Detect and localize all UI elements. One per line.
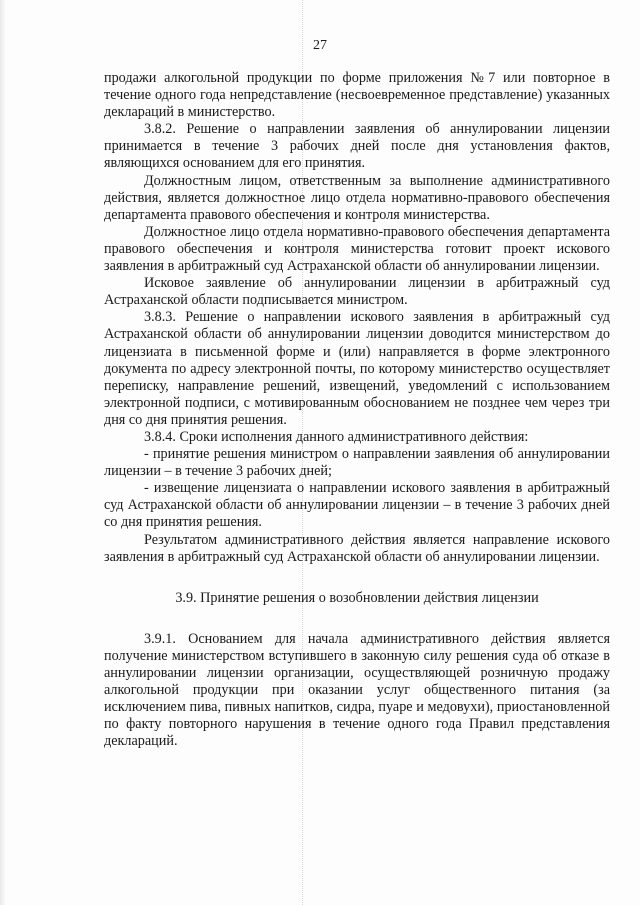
paragraph-result: Результатом административного действия является направление искового заявления в арбитражный суд Астраханской области об аннулировании лицензии.	[104, 531, 610, 565]
paragraph-3-8-2: 3.8.2. Решение о направлении заявления об аннулировании лицензии принимается в течение 3 рабочих дней после дня установления фактов, являющихся основанием для его принятия.	[104, 121, 610, 172]
paragraph-3-8-4: 3.8.4. Сроки исполнения данного административного действия:	[144, 428, 529, 445]
list-item-notification: - извещение лицензиата о направлении искового заявления в арбитражный суд Астраханской области об аннулировании лицензии – в течение 3 рабочих дней со дня принятия решения.	[104, 480, 610, 531]
document-body	[104, 70, 610, 750]
paragraph-continuation: продажи алкогольной продукции по форме приложения №7 или повторное в течение одного года непредставление (несвоевременное представление) указанных деклараций в министерство.	[104, 70, 610, 121]
paragraph-signed-by-minister: Исковое заявление об аннулировании лицензии в арбитражный суд Астраханской области подписывается министром.	[104, 275, 610, 309]
list-item-decision: - принятие решения министром о направлении заявления об аннулировании лицензии – в течение 3 рабочих дней;	[104, 446, 610, 480]
section-heading-3-9: 3.9. Принятие решения о возобновлении действия лицензии	[175, 589, 539, 606]
page-number: 27	[313, 38, 327, 53]
paragraph-responsible-official: Должностным лицом, ответственным за выполнение административного действия, является должностное лицо отдела нормативно-правового обеспечения департамента правового обеспечения и контроля министерства.	[104, 172, 610, 223]
scan-edge	[0, 0, 6, 905]
paragraph-3-9-1: 3.9.1. Основанием для начала административного действия является получение министерством вступившего в законную силу решения суда об отказе в аннулировании лицензии организации, осуществляющей розничную продажу алкогольной продукции при оказании услуг общественного питания (за исключением пива, пивных напитков, сидра, пуаре и медовухи), приостановленной по факту повторного нарушения в течение одного года Правил представления деклараций.	[104, 630, 610, 750]
paragraph-prepares-claim: Должностное лицо отдела нормативно-правового обеспечения департамента правового обеспечения и контроля министерства готовит проект искового заявления в арбитражный суд Астраханской области об аннулировании лицензии.	[104, 223, 610, 275]
paragraph-3-8-3: 3.8.3. Решение о направлении искового заявления в арбитражный суд Астраханской области об аннулировании лицензии доводится министерством до лицензиата в письменной форме и (или) направляется в форме электронного документа по адресу электронной почты, по которому министерство осуществляет переписку, направление решений, извещений, уведомлений с использованием электронной подписи, с мотивированным обоснованием не позднее чем через три дня со дня принятия решения.	[104, 309, 610, 428]
